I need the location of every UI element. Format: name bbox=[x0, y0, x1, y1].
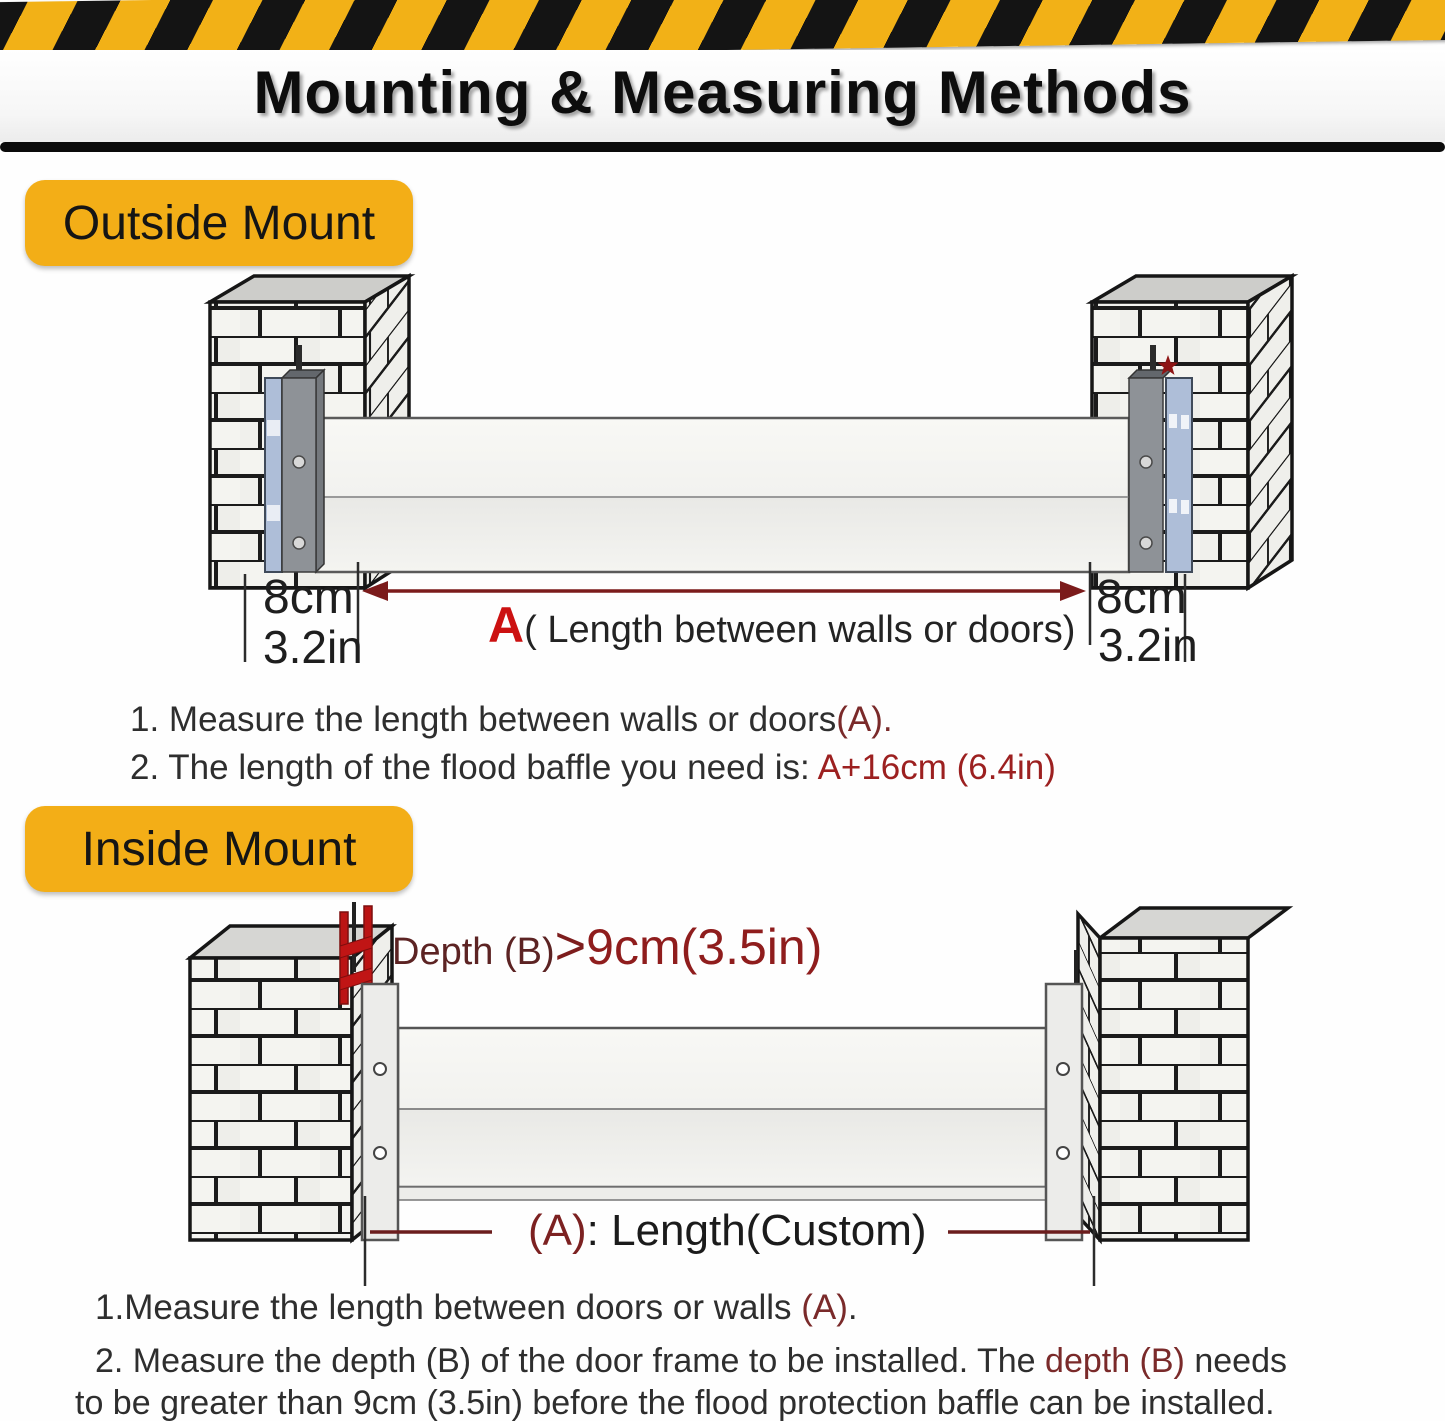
outside-step-1-text: 1. Measure the length between walls or doors bbox=[130, 700, 837, 739]
inside-mount-badge bbox=[25, 806, 413, 892]
inside-step-1-end: . bbox=[847, 1288, 858, 1327]
inside-flood-barrier-panel bbox=[398, 1028, 1046, 1200]
depth-value: 9cm(3.5in) bbox=[586, 919, 823, 975]
inside-step-2b: depth (B) bbox=[1045, 1342, 1185, 1380]
outside-flood-barrier-panel bbox=[316, 418, 1129, 572]
left-offset-in: 3.2in bbox=[263, 621, 363, 673]
right-offset-in: 3.2in bbox=[1098, 619, 1198, 671]
page-title: Mounting & Measuring Methods bbox=[253, 59, 1192, 126]
inside-mount-badge-label: Inside Mount bbox=[81, 822, 357, 876]
custom-length-ref: (A) bbox=[528, 1206, 587, 1255]
left-offset-cm: 8cm bbox=[263, 571, 354, 624]
span-desc: ( Length between walls or doors) bbox=[524, 609, 1076, 651]
outside-mount-badge bbox=[25, 180, 413, 266]
custom-length-text: : Length(Custom) bbox=[586, 1206, 927, 1255]
outside-step-2-text: 2. The length of the flood baffle you need is: bbox=[130, 748, 818, 787]
greater-than-symbol: > bbox=[554, 916, 587, 976]
left-mounting-bracket bbox=[282, 345, 324, 572]
inside-step-2c: needs bbox=[1184, 1342, 1287, 1380]
inside-step-2a: 2. Measure the depth (B) of the door frame to be installed. The bbox=[95, 1342, 1046, 1380]
left-channel-rail bbox=[362, 984, 398, 1240]
custom-length-annotation bbox=[528, 1206, 927, 1256]
outside-step-1-ref: (A). bbox=[836, 700, 893, 739]
depth-annotation bbox=[392, 918, 822, 976]
inside-step-2-line-1 bbox=[95, 1342, 1287, 1381]
inside-step-2d: to be greater than 9cm (3.5in) before the flood protection baffle can be installed. bbox=[75, 1384, 1275, 1421]
inside-step-1 bbox=[95, 1288, 858, 1328]
outside-mount-badge-label: Outside Mount bbox=[62, 196, 376, 250]
outside-step-1 bbox=[130, 700, 893, 740]
inside-step-1-ref: (A) bbox=[801, 1288, 848, 1327]
left-seal-strip bbox=[265, 378, 282, 572]
right-channel-rail bbox=[1046, 950, 1082, 1240]
span-length-label bbox=[488, 596, 1075, 654]
title-underline-bar bbox=[0, 142, 1445, 152]
inside-step-1-text: 1.Measure the length between doors or walls bbox=[95, 1288, 802, 1327]
outside-step-2 bbox=[130, 748, 1056, 788]
span-letter: A bbox=[488, 597, 525, 653]
right-seal-strip bbox=[1166, 378, 1192, 572]
right-offset-cm: 8cm bbox=[1096, 571, 1187, 624]
right-anchor-bolt-inside bbox=[1074, 950, 1078, 986]
inside-right-brick-pillar bbox=[1078, 908, 1288, 1240]
depth-label: Depth (B) bbox=[392, 931, 555, 973]
inside-step-2-line-2 bbox=[75, 1384, 1275, 1421]
outside-step-2-value: A+16cm (6.4in) bbox=[817, 748, 1056, 787]
